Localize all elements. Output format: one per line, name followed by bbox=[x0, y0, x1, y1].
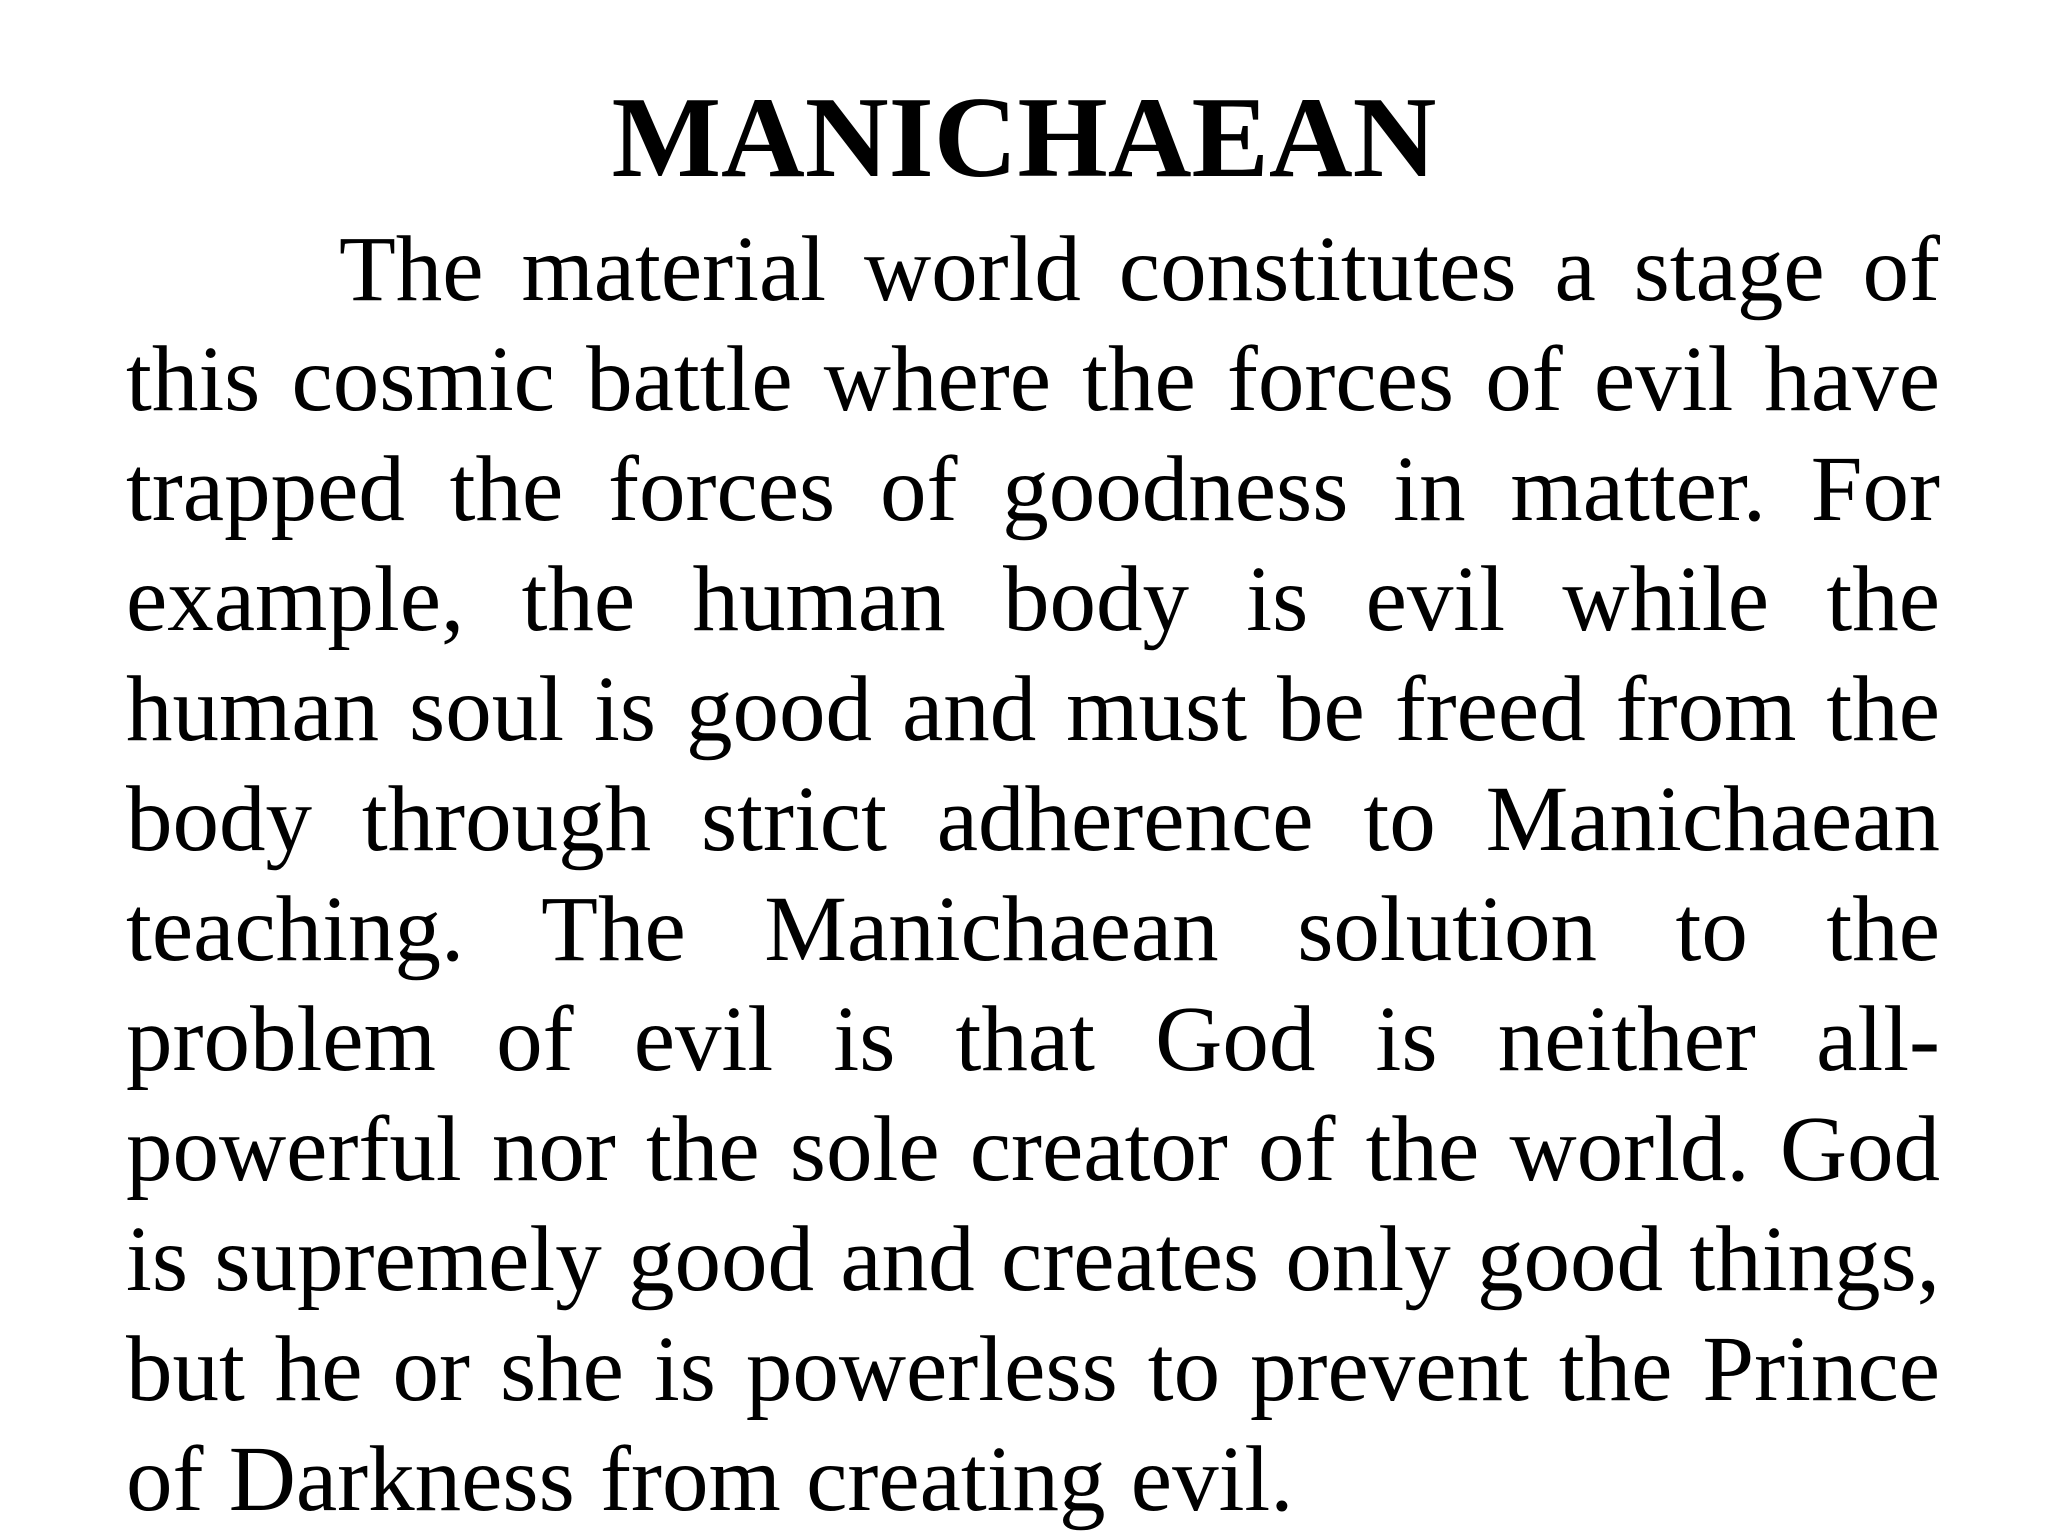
body-paragraph: The material world constitutes a stage of this cosmic battle where the forces of evil have trapped the forces of goodness in matter. For example, the human body is evil while the human soul is good and must be freed from the body through strict adherence to Manichaean teaching. The Manichaean solution to the problem of evil is that God is neither all-powerful nor the sole creator of the world. God is supremely good and creates only good things, but he or she is powerless to prevent the Prince of Darkness from creating evil. bbox=[126, 218, 1940, 1531]
document-title: MANICHAEAN bbox=[611, 74, 1437, 202]
